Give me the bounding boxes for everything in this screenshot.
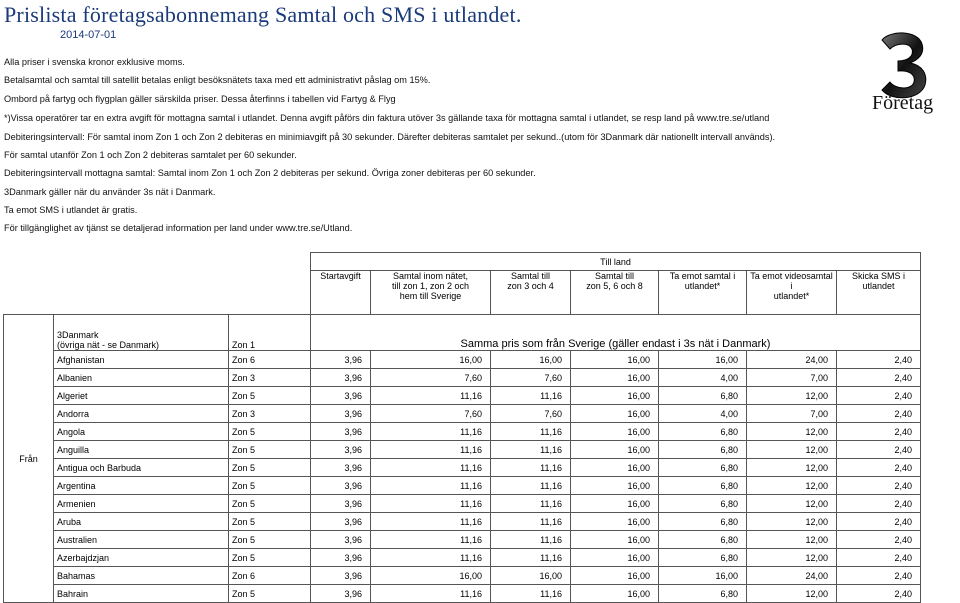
price-cell: 4,00	[659, 369, 747, 387]
country-cell: Algeriet	[54, 387, 229, 405]
price-cell: 11,16	[371, 477, 491, 495]
table-row	[4, 495, 921, 513]
price-cell: 12,00	[747, 513, 837, 531]
price-cell: 11,16	[491, 549, 571, 567]
table-row	[4, 549, 921, 567]
price-cell: 7,60	[491, 369, 571, 387]
price-cell: 16,00	[571, 351, 659, 369]
price-cell: 6,80	[659, 495, 747, 513]
col-header-startavgift: Startavgift	[311, 271, 371, 315]
zone-cell: Zon 3	[229, 405, 311, 423]
zone-cell: Zon 5	[229, 477, 311, 495]
price-cell: 2,40	[837, 459, 921, 477]
price-cell: 24,00	[747, 351, 837, 369]
price-cell: 2,40	[837, 477, 921, 495]
price-cell: 16,00	[491, 351, 571, 369]
country-cell: Angola	[54, 423, 229, 441]
price-cell: 16,00	[571, 531, 659, 549]
country-cell: Anguilla	[54, 441, 229, 459]
price-cell: 12,00	[747, 549, 837, 567]
col-header-ta-emot-video: Ta emot videosamtal i utlandet*	[747, 271, 837, 315]
table-row	[4, 585, 921, 603]
note-interval: Debiteringsintervall: För samtal inom Zon 1 och Zon 2 debiteras en minimiavgift på 30 sekunder. Därefter debiteras samtalet per sekund..(utom för 3Danmark där nationellt intervall används).	[4, 132, 776, 142]
price-cell: 16,00	[571, 567, 659, 585]
price-cell: 2,40	[837, 387, 921, 405]
table-row	[4, 477, 921, 495]
price-cell: 16,00	[571, 423, 659, 441]
price-cell: 2,40	[837, 549, 921, 567]
col-header-zon-5-6-8: Samtal till zon 5, 6 och 8	[571, 271, 659, 315]
country-cell: Armenien	[54, 495, 229, 513]
price-cell: 11,16	[491, 387, 571, 405]
price-cell: 2,40	[837, 531, 921, 549]
price-cell: 16,00	[659, 567, 747, 585]
table-row	[4, 567, 921, 585]
country-cell: Australien	[54, 531, 229, 549]
price-cell: 16,00	[571, 585, 659, 603]
country-cell: Antigua och Barbuda	[54, 459, 229, 477]
note-zone-outside: För samtal utanför Zon 1 och Zon 2 debiteras samtalet per 60 sekunder.	[4, 150, 297, 160]
note-availability: För tillgänglighet av tjänst se detaljerad information per land under www.tre.se/Utland.	[4, 223, 353, 233]
brand-wordmark: Företag	[872, 92, 934, 114]
price-cell: 16,00	[571, 495, 659, 513]
price-cell: 11,16	[371, 495, 491, 513]
zone-cell: Zon 5	[229, 549, 311, 567]
price-cell: 6,80	[659, 585, 747, 603]
zone-cell: Zon 1	[229, 315, 311, 351]
price-cell: 11,16	[371, 423, 491, 441]
price-cell: 16,00	[571, 513, 659, 531]
col-header-inom-natet: Samtal inom nätet, till zon 1, zon 2 och hem till Sverige	[371, 271, 491, 315]
page-title: Prislista företagsabonnemang Samtal och SMS i utlandet.	[4, 2, 522, 27]
price-cell: 16,00	[571, 477, 659, 495]
price-cell: 7,60	[491, 405, 571, 423]
note-sms-free: Ta emot SMS i utlandet är gratis.	[4, 205, 138, 215]
price-cell: 16,00	[571, 405, 659, 423]
price-cell: 12,00	[747, 477, 837, 495]
price-cell: 6,80	[659, 513, 747, 531]
note-satellite: Betalsamtal och samtal till satellit betalas enligt besöksnätets taxa med ett administrativt påslag om 15%.	[4, 75, 431, 85]
table-row	[4, 369, 921, 387]
zone-cell: Zon 5	[229, 441, 311, 459]
price-cell: 12,00	[747, 441, 837, 459]
col-header-skicka-sms: Skicka SMS i utlandet	[837, 271, 921, 315]
price-cell: 3,96	[311, 459, 371, 477]
price-cell: 12,00	[747, 495, 837, 513]
price-cell: 11,16	[371, 387, 491, 405]
country-cell: Argentina	[54, 477, 229, 495]
price-cell: 16,00	[659, 351, 747, 369]
country-cell: Albanien	[54, 369, 229, 387]
price-cell: 2,40	[837, 351, 921, 369]
price-cell: 16,00	[491, 567, 571, 585]
price-cell: 6,80	[659, 441, 747, 459]
price-cell: 4,00	[659, 405, 747, 423]
price-cell: 24,00	[747, 567, 837, 585]
price-cell: 3,96	[311, 477, 371, 495]
country-cell: Azerbajdzjan	[54, 549, 229, 567]
price-cell: 3,96	[311, 387, 371, 405]
price-cell: 3,96	[311, 549, 371, 567]
country-cell: Aruba	[54, 513, 229, 531]
price-cell: 16,00	[571, 369, 659, 387]
price-cell: 11,16	[491, 531, 571, 549]
price-cell: 11,16	[491, 513, 571, 531]
price-cell: 16,00	[571, 549, 659, 567]
price-cell: 3,96	[311, 423, 371, 441]
zone-cell: Zon 5	[229, 459, 311, 477]
price-cell: 6,80	[659, 423, 747, 441]
price-cell: 3,96	[311, 567, 371, 585]
price-cell: 2,40	[837, 405, 921, 423]
zone-cell: Zon 5	[229, 585, 311, 603]
table-row	[4, 423, 921, 441]
zone-cell: Zon 5	[229, 423, 311, 441]
price-cell: 6,80	[659, 387, 747, 405]
table-row	[4, 531, 921, 549]
price-cell: 6,80	[659, 531, 747, 549]
price-cell: 6,80	[659, 459, 747, 477]
price-cell: 11,16	[491, 585, 571, 603]
danmark-note-cell: Samma pris som från Sverige (gäller endast i 3s nät i Danmark)	[311, 315, 921, 351]
price-cell: 11,16	[491, 459, 571, 477]
price-cell: 2,40	[837, 441, 921, 459]
price-cell: 2,40	[837, 369, 921, 387]
table-row	[4, 459, 921, 477]
price-cell: 11,16	[491, 495, 571, 513]
price-cell: 12,00	[747, 387, 837, 405]
zone-cell: Zon 3	[229, 369, 311, 387]
price-cell: 7,00	[747, 405, 837, 423]
price-cell: 3,96	[311, 531, 371, 549]
price-cell: 11,16	[371, 531, 491, 549]
price-cell: 3,96	[311, 405, 371, 423]
price-cell: 3,96	[311, 495, 371, 513]
price-cell: 2,40	[837, 513, 921, 531]
note-3danmark: 3Danmark gäller när du använder 3s nät i Danmark.	[4, 187, 216, 197]
price-cell: 7,60	[371, 405, 491, 423]
col-header-zon-3-4: Samtal till zon 3 och 4	[491, 271, 571, 315]
price-cell: 11,16	[491, 423, 571, 441]
zone-cell: Zon 5	[229, 531, 311, 549]
note-currency: Alla priser i svenska kronor exklusive moms.	[4, 57, 185, 67]
price-cell: 16,00	[371, 351, 491, 369]
price-cell: 11,16	[491, 477, 571, 495]
price-cell: 3,96	[311, 351, 371, 369]
country-cell: Afghanistan	[54, 351, 229, 369]
price-cell: 11,16	[371, 549, 491, 567]
price-cell: 11,16	[371, 441, 491, 459]
table-row	[4, 441, 921, 459]
price-cell: 16,00	[571, 387, 659, 405]
price-date: 2014-07-01	[60, 29, 117, 41]
price-cell: 2,40	[837, 585, 921, 603]
table-row	[4, 405, 921, 423]
price-cell: 16,00	[371, 567, 491, 585]
zone-cell: Zon 5	[229, 495, 311, 513]
price-cell: 3,96	[311, 513, 371, 531]
country-cell: Andorra	[54, 405, 229, 423]
price-cell: 3,96	[311, 585, 371, 603]
price-cell: 16,00	[571, 459, 659, 477]
price-cell: 3,96	[311, 369, 371, 387]
zone-cell: Zon 5	[229, 513, 311, 531]
price-cell: 6,80	[659, 477, 747, 495]
price-cell: 2,40	[837, 495, 921, 513]
col-header-ta-emot: Ta emot samtal i utlandet*	[659, 271, 747, 315]
price-cell: 11,16	[371, 585, 491, 603]
price-cell: 11,16	[371, 459, 491, 477]
country-cell: 3Danmark (övriga nät - se Danmark)	[54, 315, 229, 351]
price-cell: 7,60	[371, 369, 491, 387]
price-cell: 11,16	[491, 441, 571, 459]
price-cell: 12,00	[747, 585, 837, 603]
zone-cell: Zon 5	[229, 387, 311, 405]
note-received-interval: Debiteringsintervall mottagna samtal: Samtal inom Zon 1 och Zon 2 debiteras per sekund. Övriga zoner debiteras per 60 sekunder.	[4, 168, 536, 178]
country-cell: Bahrain	[54, 585, 229, 603]
note-ship-plane: Ombord på fartyg och flygplan gäller särskilda priser. Dessa återfinns i tabellen vid Fartyg & Flyg	[4, 94, 396, 104]
price-table	[3, 252, 921, 603]
price-cell: 12,00	[747, 423, 837, 441]
price-cell: 6,80	[659, 549, 747, 567]
zone-cell: Zon 6	[229, 567, 311, 585]
table-row	[4, 387, 921, 405]
price-cell: 3,96	[311, 441, 371, 459]
note-extra-fee: *)Vissa operatörer tar en extra avgift för mottagna samtal i utlandet. Denna avgift påförs din faktura utöver 3s gällande taxa för mottagna samtal i utlandet, se resp land på www.tre.se/utland	[4, 113, 770, 123]
fran-label: Från	[4, 315, 54, 603]
till-land-header: Till land	[311, 253, 921, 271]
country-cell: Bahamas	[54, 567, 229, 585]
table-row	[4, 351, 921, 369]
price-cell: 16,00	[571, 441, 659, 459]
price-cell: 7,00	[747, 369, 837, 387]
zone-cell: Zon 6	[229, 351, 311, 369]
price-cell: 12,00	[747, 459, 837, 477]
price-cell: 11,16	[371, 513, 491, 531]
price-cell: 12,00	[747, 531, 837, 549]
price-cell: 2,40	[837, 423, 921, 441]
table-row	[4, 513, 921, 531]
price-cell: 2,40	[837, 567, 921, 585]
